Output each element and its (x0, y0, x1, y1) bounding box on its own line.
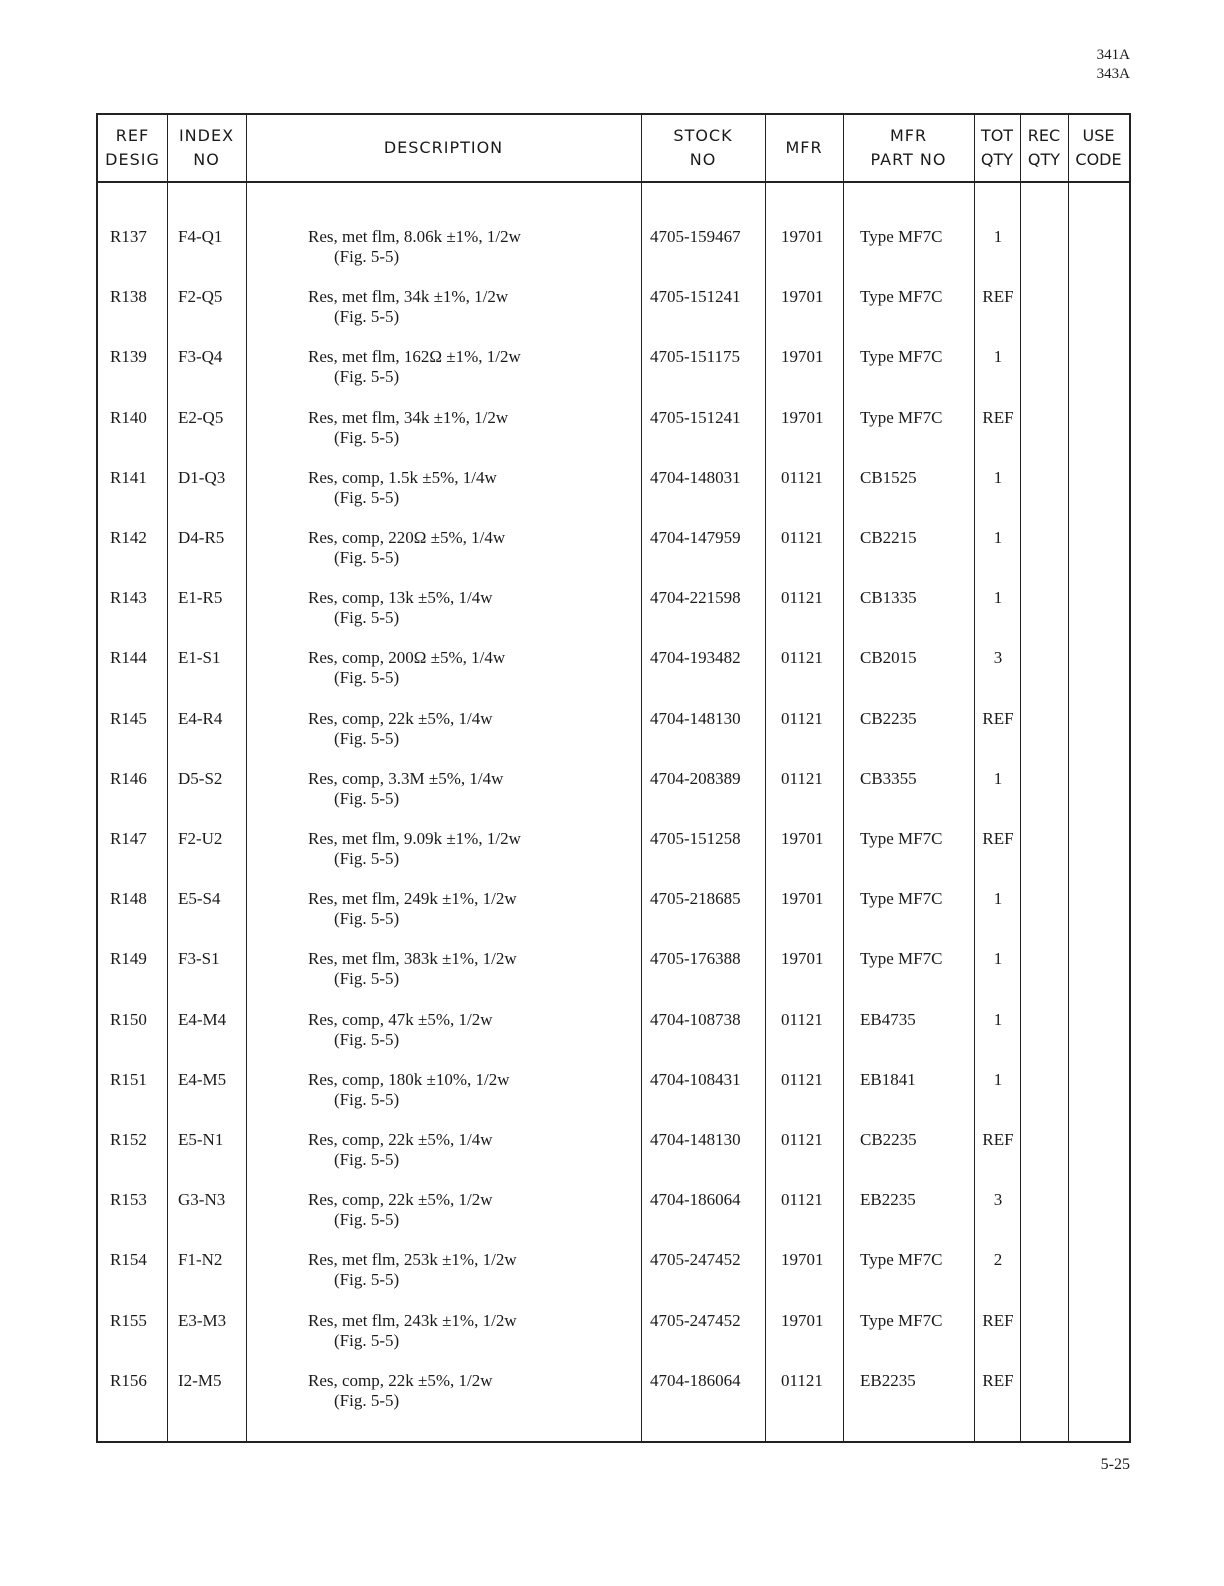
mfr-part-no-cell: CB1525 (860, 467, 917, 487)
table-row (98, 468, 1129, 528)
ref-desig-cell: R141 (110, 467, 147, 487)
description-cell: Res, comp, 1.5k ±5%, 1/4w (308, 467, 497, 487)
description-cell: Res, comp, 22k ±5%, 1/2w (308, 1370, 493, 1390)
figure-reference: (Fig. 5-5) (334, 788, 400, 808)
header-text: CODE (1075, 150, 1122, 169)
mfr-part-no-cell: Type MF7C (860, 829, 943, 848)
mfr-cell: 19701 (781, 407, 824, 427)
mfr-part-no-cell: Type MF7C (860, 949, 943, 969)
stock-no-cell: 4705-218685 (650, 889, 741, 909)
description-cell: Res, comp, 13k ±5%, 1/4w (308, 588, 493, 608)
table-row (98, 1190, 1129, 1250)
tot-qty-cell: 1 (993, 768, 1003, 788)
mfr-part-no-cell: Type MF7C (860, 227, 943, 246)
tot-qty-cell: 1 (993, 949, 1003, 969)
figure-reference: (Fig. 5-5) (334, 548, 400, 567)
index-no-cell: E4-R4 (178, 708, 223, 728)
ref-desig-cell: R145 (110, 708, 147, 728)
ref-desig-cell: R147 (110, 829, 147, 848)
tot-qty-cell: 3 (993, 648, 1003, 668)
mfr-cell: 01121 (781, 1130, 823, 1149)
table-row (98, 949, 1129, 1009)
mfr-cell: 19701 (781, 829, 824, 848)
figure-reference: (Fig. 5-5) (334, 247, 400, 266)
header-text: PART NO (870, 150, 947, 169)
index-no-cell: D1-Q3 (178, 467, 226, 487)
tot-qty-cell: REF (982, 1370, 1014, 1390)
tot-qty-cell: 1 (993, 227, 1003, 246)
mfr-part-no-cell: Type MF7C (860, 407, 943, 427)
ref-desig-cell: R148 (110, 889, 147, 909)
table-row (98, 1070, 1129, 1130)
table-row (98, 709, 1129, 769)
tot-qty-cell: REF (982, 1310, 1014, 1330)
header-text: MFR (889, 126, 928, 145)
stock-no-cell: 4705-176388 (650, 949, 741, 969)
figure-reference: (Fig. 5-5) (334, 1150, 400, 1169)
description-cell: Res, met flm, 9.09k ±1%, 1/2w (308, 829, 521, 848)
description-cell: Res, met flm, 253k ±1%, 1/2w (308, 1250, 517, 1270)
header-index-no (167, 115, 246, 181)
mfr-part-no-cell: EB1841 (860, 1069, 916, 1089)
header-mfr (765, 115, 843, 181)
mfr-part-no-cell: Type MF7C (860, 287, 943, 307)
table-row (98, 1010, 1129, 1070)
model-id-line: 343A (1096, 66, 1130, 82)
mfr-cell: 19701 (781, 347, 824, 367)
index-no-cell: I2-M5 (178, 1370, 222, 1390)
header-text: MFR (785, 138, 823, 157)
index-no-cell: E2-Q5 (178, 407, 224, 427)
header-description (246, 115, 641, 181)
stock-no-cell: 4704-148130 (650, 708, 741, 728)
header-text: QTY (1027, 150, 1061, 169)
ref-desig-cell: R137 (110, 227, 147, 246)
figure-reference: (Fig. 5-5) (334, 307, 400, 327)
table-row (98, 1130, 1129, 1190)
header-ref-desig (98, 115, 167, 181)
ref-desig-cell: R149 (110, 949, 147, 969)
header-tot-qty (974, 115, 1020, 181)
header-text: NO (193, 150, 220, 169)
mfr-cell: 01121 (781, 588, 823, 608)
ref-desig-cell: R144 (110, 648, 147, 668)
index-no-cell: F3-S1 (178, 949, 220, 969)
table-row (98, 829, 1129, 889)
parts-list-table (96, 113, 1131, 1443)
index-no-cell: E4-M5 (178, 1069, 227, 1089)
stock-no-cell: 4705-151241 (650, 287, 741, 307)
ref-desig-cell: R155 (110, 1310, 147, 1330)
ref-desig-cell: R138 (110, 287, 147, 307)
header-rec-qty (1020, 115, 1068, 181)
mfr-cell: 19701 (781, 227, 824, 246)
description-cell: Res, comp, 3.3M ±5%, 1/4w (308, 768, 504, 788)
ref-desig-cell: R153 (110, 1190, 147, 1210)
description-cell: Res, met flm, 8.06k ±1%, 1/2w (308, 227, 521, 246)
tot-qty-cell: REF (982, 829, 1014, 848)
description-cell: Res, comp, 180k ±10%, 1/2w (308, 1069, 510, 1089)
stock-no-cell: 4704-148031 (650, 467, 741, 487)
mfr-cell: 01121 (781, 1009, 823, 1029)
mfr-part-no-cell: CB2235 (860, 708, 917, 728)
index-no-cell: G3-N3 (178, 1190, 226, 1210)
table-row (98, 648, 1129, 708)
table-row (98, 1311, 1129, 1371)
table-row (98, 287, 1129, 347)
header-text: REF (115, 126, 150, 145)
index-no-cell: E1-S1 (178, 648, 221, 668)
index-no-cell: F1-N2 (178, 1250, 223, 1270)
table-row (98, 227, 1129, 287)
tot-qty-cell: 1 (993, 467, 1003, 487)
index-no-cell: E4-M4 (178, 1009, 227, 1029)
stock-no-cell: 4704-208389 (650, 768, 741, 788)
ref-desig-cell: R146 (110, 768, 147, 788)
ref-desig-cell: R139 (110, 347, 147, 367)
stock-no-cell: 4704-193482 (650, 648, 741, 668)
figure-reference: (Fig. 5-5) (334, 1029, 400, 1049)
header-stock-no (641, 115, 765, 181)
figure-reference: (Fig. 5-5) (334, 1330, 400, 1350)
ref-desig-cell: R150 (110, 1009, 147, 1029)
index-no-cell: E5-N1 (178, 1130, 224, 1149)
mfr-part-no-cell: EB2235 (860, 1370, 916, 1390)
description-cell: Res, comp, 22k ±5%, 1/2w (308, 1190, 493, 1210)
description-cell: Res, met flm, 249k ±1%, 1/2w (308, 889, 517, 909)
header-text: DESIG (105, 150, 160, 169)
tot-qty-cell: 2 (993, 1250, 1003, 1270)
tot-qty-cell: 1 (993, 347, 1003, 367)
figure-reference: (Fig. 5-5) (334, 367, 400, 387)
header-use-code (1068, 115, 1129, 181)
description-cell: Res, comp, 220Ω ±5%, 1/4w (308, 528, 506, 547)
tot-qty-cell: REF (982, 407, 1014, 427)
figure-reference: (Fig. 5-5) (334, 487, 400, 507)
mfr-part-no-cell: CB3355 (860, 768, 917, 788)
ref-desig-cell: R140 (110, 407, 147, 427)
stock-no-cell: 4704-148130 (650, 1130, 741, 1149)
figure-reference: (Fig. 5-5) (334, 668, 400, 688)
mfr-cell: 19701 (781, 287, 824, 307)
mfr-cell: 01121 (781, 528, 823, 547)
header-text: INDEX (178, 126, 235, 145)
mfr-cell: 19701 (781, 1250, 824, 1270)
description-cell: Res, met flm, 162Ω ±1%, 1/2w (308, 347, 521, 367)
mfr-cell: 01121 (781, 708, 823, 728)
mfr-cell: 19701 (781, 889, 824, 909)
table-header (98, 115, 1129, 183)
model-id (1097, 46, 1130, 84)
tot-qty-cell: 1 (993, 588, 1003, 608)
index-no-cell: D4-R5 (178, 528, 225, 547)
header-text: TOT (980, 126, 1014, 145)
tot-qty-cell: REF (982, 287, 1014, 307)
figure-reference: (Fig. 5-5) (334, 728, 400, 748)
table-row (98, 347, 1129, 407)
index-no-cell: F2-Q5 (178, 287, 223, 307)
header-text: STOCK (673, 126, 733, 145)
mfr-cell: 19701 (781, 1310, 824, 1330)
figure-reference: (Fig. 5-5) (334, 1390, 400, 1410)
stock-no-cell: 4704-108431 (650, 1069, 741, 1089)
model-id-line: 341A (1096, 47, 1130, 63)
description-cell: Res, met flm, 34k ±1%, 1/2w (308, 407, 509, 427)
index-no-cell: D5-S2 (178, 768, 223, 788)
ref-desig-cell: R152 (110, 1130, 147, 1149)
description-cell: Res, met flm, 243k ±1%, 1/2w (308, 1310, 517, 1330)
tot-qty-cell: REF (982, 1130, 1014, 1149)
index-no-cell: E3-M3 (178, 1310, 227, 1330)
table-row (98, 528, 1129, 588)
stock-no-cell: 4705-151175 (650, 347, 741, 367)
description-cell: Res, met flm, 34k ±1%, 1/2w (308, 287, 509, 307)
stock-no-cell: 4705-247452 (650, 1310, 741, 1330)
stock-no-cell: 4705-151258 (650, 829, 741, 848)
mfr-cell: 01121 (781, 1069, 823, 1089)
tot-qty-cell: 3 (993, 1190, 1003, 1210)
tot-qty-cell: REF (982, 708, 1014, 728)
description-cell: Res, comp, 22k ±5%, 1/4w (308, 708, 493, 728)
description-cell: Res, comp, 47k ±5%, 1/2w (308, 1009, 493, 1029)
description-cell: Res, met flm, 383k ±1%, 1/2w (308, 949, 517, 969)
index-no-cell: F4-Q1 (178, 227, 223, 246)
stock-no-cell: 4704-186064 (650, 1370, 741, 1390)
description-cell: Res, comp, 22k ±5%, 1/4w (308, 1130, 493, 1149)
table-row (98, 588, 1129, 648)
mfr-part-no-cell: CB2235 (860, 1130, 917, 1149)
mfr-part-no-cell: Type MF7C (860, 889, 943, 909)
figure-reference: (Fig. 5-5) (334, 427, 400, 447)
mfr-cell: 01121 (781, 1370, 823, 1390)
tot-qty-cell: 1 (993, 528, 1003, 547)
figure-reference: (Fig. 5-5) (334, 849, 400, 868)
ref-desig-cell: R143 (110, 588, 147, 608)
stock-no-cell: 4704-108738 (650, 1009, 741, 1029)
figure-reference: (Fig. 5-5) (334, 909, 400, 929)
stock-no-cell: 4704-186064 (650, 1190, 741, 1210)
header-text: NO (689, 150, 717, 169)
header-text: USE (1082, 126, 1115, 145)
table-row (98, 408, 1129, 468)
mfr-part-no-cell: Type MF7C (860, 1310, 943, 1330)
index-no-cell: E5-S4 (178, 889, 221, 909)
stock-no-cell: 4705-159467 (650, 227, 741, 246)
mfr-cell: 01121 (781, 768, 823, 788)
mfr-cell: 01121 (781, 467, 823, 487)
table-row (98, 769, 1129, 829)
stock-no-cell: 4704-147959 (650, 528, 741, 547)
figure-reference: (Fig. 5-5) (334, 1210, 400, 1230)
mfr-part-no-cell: Type MF7C (860, 347, 943, 367)
stock-no-cell: 4704-221598 (650, 588, 741, 608)
stock-no-cell: 4705-247452 (650, 1250, 741, 1270)
index-no-cell: E1-R5 (178, 588, 223, 608)
description-cell: Res, comp, 200Ω ±5%, 1/4w (308, 648, 506, 668)
header-text: REC (1027, 126, 1061, 145)
header-text: QTY (980, 150, 1014, 169)
mfr-part-no-cell: CB1335 (860, 588, 917, 608)
ref-desig-cell: R156 (110, 1370, 147, 1390)
ref-desig-cell: R151 (110, 1069, 147, 1089)
mfr-part-no-cell: EB2235 (860, 1190, 916, 1210)
tot-qty-cell: 1 (993, 1069, 1003, 1089)
mfr-part-no-cell: Type MF7C (860, 1250, 943, 1270)
header-text: DESCRIPTION (383, 138, 504, 157)
table-row (98, 889, 1129, 949)
ref-desig-cell: R154 (110, 1250, 147, 1270)
tot-qty-cell: 1 (993, 889, 1003, 909)
table-row (98, 1371, 1129, 1431)
page-number: 5-25 (1100, 1456, 1130, 1473)
mfr-part-no-cell: CB2215 (860, 528, 917, 547)
ref-desig-cell: R142 (110, 528, 147, 547)
figure-reference: (Fig. 5-5) (334, 608, 400, 628)
mfr-part-no-cell: EB4735 (860, 1009, 916, 1029)
index-no-cell: F3-Q4 (178, 347, 223, 367)
stock-no-cell: 4705-151241 (650, 407, 741, 427)
mfr-cell: 19701 (781, 949, 824, 969)
index-no-cell: F2-U2 (178, 829, 223, 848)
header-mfr-part-no (843, 115, 974, 181)
figure-reference: (Fig. 5-5) (334, 1089, 400, 1109)
tot-qty-cell: 1 (993, 1009, 1003, 1029)
mfr-cell: 01121 (781, 1190, 823, 1210)
table-row (98, 1250, 1129, 1310)
mfr-cell: 01121 (781, 648, 823, 668)
figure-reference: (Fig. 5-5) (334, 1270, 400, 1290)
figure-reference: (Fig. 5-5) (334, 969, 400, 989)
mfr-part-no-cell: CB2015 (860, 648, 917, 668)
